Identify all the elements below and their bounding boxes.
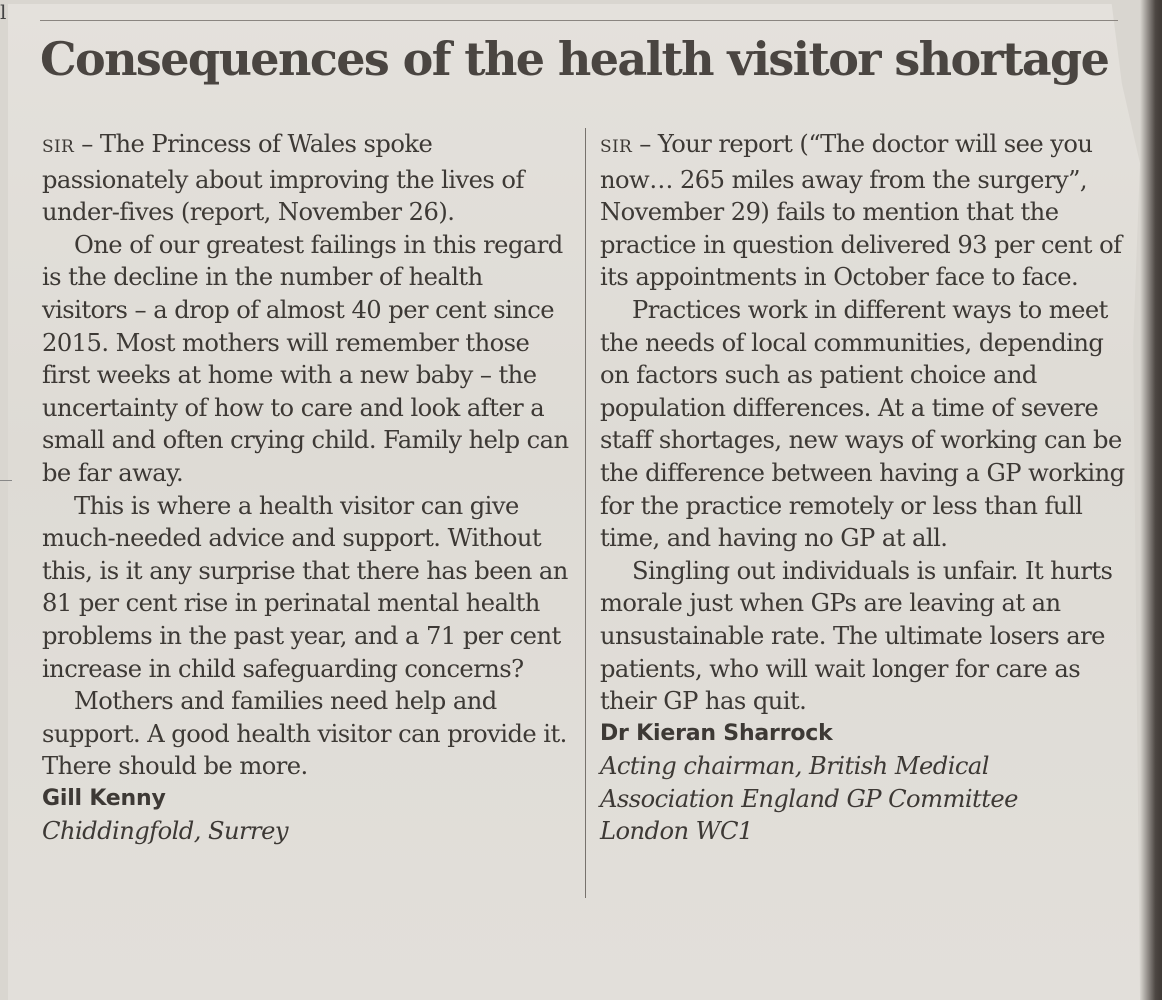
paragraph-text: – The Princess of Wales spoke passionately about improving the lives of under-fives (report, November 26). xyxy=(42,130,524,227)
headline: Consequences of the health visitor shortage xyxy=(40,32,1109,86)
signature-title: Acting chairman, British Medical Association England GP Committee xyxy=(600,752,1018,813)
cropped-adjacent-rule xyxy=(0,480,12,481)
letter-left-paragraph-3: This is where a health visitor can give much-needed advice and support. Without this, is it any surprise that there has been an 81 per cent rise in perinatal mental health problems in the past year, and a 71 per cent increase in child safeguarding concerns? xyxy=(42,491,568,683)
letter-right-paragraph-3: Singling out individuals is unfair. It hurts morale just when GPs are leaving at an unsustainable rate. The ultimate losers are patients, who will wait longer for care as their GP has quit. xyxy=(600,556,1113,716)
letter-right xyxy=(600,128,1130,848)
top-rule xyxy=(40,20,1118,21)
column-divider xyxy=(585,128,586,898)
letter-left xyxy=(42,128,570,848)
letter-left-paragraph-2: One of our greatest failings in this regard is the decline in the number of health visitors – a drop of almost 40 per cent since 2015. Most mothers will remember those first weeks at home with a new baby – the uncertainty of how to care and look after a small and often crying child. Family help can be far away. xyxy=(42,230,569,487)
letter-left-paragraph-4: Mothers and families need help and support. A good health visitor can provide it. There should be more. xyxy=(42,687,567,781)
cropped-adjacent-text: l xyxy=(0,0,7,24)
sir-salutation: SIR xyxy=(600,137,633,157)
signature-name: Dr Kieran Sharrock xyxy=(600,720,833,746)
letter-right-paragraph-1 xyxy=(600,128,1130,294)
paragraph-text: – Your report (“The doctor will see you now… 265 miles away from the surgery”, November 29) fails to mention that the practice in question delivered 93 per cent of its appointments in October face to face. xyxy=(600,130,1122,292)
sir-salutation: SIR xyxy=(42,137,75,157)
signature-name: Gill Kenny xyxy=(42,785,166,811)
signature-place: Chiddingfold, Surrey xyxy=(42,817,288,846)
letter-right-paragraph-2: Practices work in different ways to meet the needs of local communities, depending on factors such as patient choice and population differences. At a time of severe staff shortages, new ways of working can be the difference between having a GP working for the practice remotely or less than full time, and having no GP at all. xyxy=(600,295,1125,553)
torn-edge-shadow xyxy=(1140,0,1162,1000)
signature-place: London WC1 xyxy=(600,817,753,846)
letter-left-paragraph-1 xyxy=(42,128,570,229)
